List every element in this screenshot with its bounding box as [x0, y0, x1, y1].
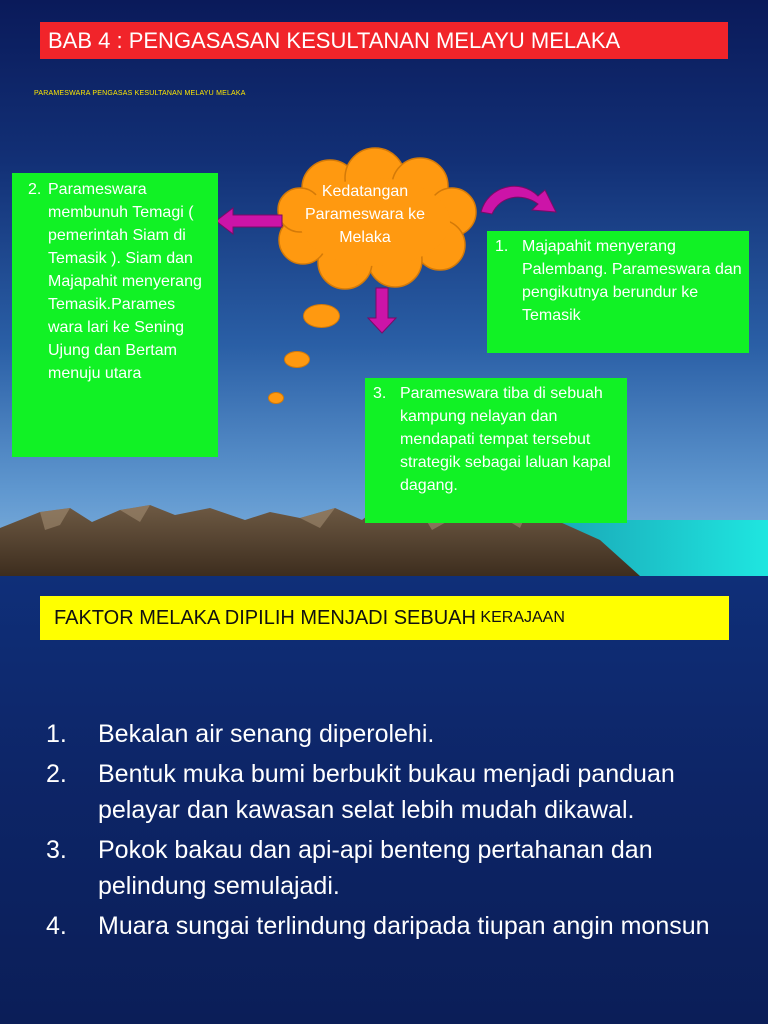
list-item-number: 1. — [46, 720, 67, 748]
step-1-text: Majapahit menyerang Palembang. Parameswara dan pengikutnya berundur ke Temasik — [522, 238, 742, 324]
heading-main: FAKTOR MELAKA DIPILIH MENJADI SEBUAH — [54, 606, 476, 629]
list-item-text: Bentuk muka bumi berbukit bukau menjadi panduan pelayar dan kawasan selat lebih mudah dikawal. — [98, 760, 675, 824]
arrow-left — [216, 208, 282, 234]
step-3-number: 3. — [373, 385, 387, 402]
arrow-down — [368, 288, 396, 333]
step-3-text: Parameswara tiba di sebuah kampung nelayan dan mendapati tempat tersebut strategik sebagai laluan kapal dagang. — [400, 385, 611, 494]
step-2-number: 2. — [28, 181, 42, 198]
step-2-text: Parameswara membunuh Temagi ( pemerintah Siam di Temasik ). Siam dan Majapahit menyerang Temasik.Parames wara lari ke Sening Ujung dan Bertam menuju utara — [48, 181, 202, 382]
step-1-number: 1. — [495, 238, 509, 255]
list-item — [46, 908, 758, 944]
step-2-box — [12, 173, 218, 457]
list-item — [46, 832, 758, 904]
list-item-text: Pokok bakau dan api-api benteng pertahanan dan pelindung semulajadi. — [98, 836, 653, 900]
list-item — [46, 716, 758, 752]
slide-title: BAB 4 : PENGASASAN KESULTANAN MELAYU MELAKA — [40, 22, 728, 59]
cloud-label: Kedatangan Parameswara ke Melaka — [304, 183, 426, 246]
slide-faktor-melaka — [0, 576, 768, 1024]
list-item-number: 2. — [46, 760, 67, 788]
arrow-curved — [481, 186, 556, 214]
list-item-text: Bekalan air senang diperolehi. — [98, 720, 435, 748]
list-item-number: 3. — [46, 836, 67, 864]
slide-subtitle: PARAMESWARA PENGASAS KESULTANAN MELAYU MELAKA — [34, 90, 246, 97]
step-1-box — [487, 231, 749, 353]
list-item-text: Muara sungai terlindung daripada tiupan angin monsun — [98, 912, 710, 940]
factor-list — [46, 716, 758, 948]
list-item-number: 4. — [46, 912, 67, 940]
heading-small: KERAJAAN — [480, 609, 565, 626]
step-3-box — [365, 378, 627, 523]
slide-heading-banner — [40, 596, 729, 640]
list-item — [46, 756, 758, 828]
